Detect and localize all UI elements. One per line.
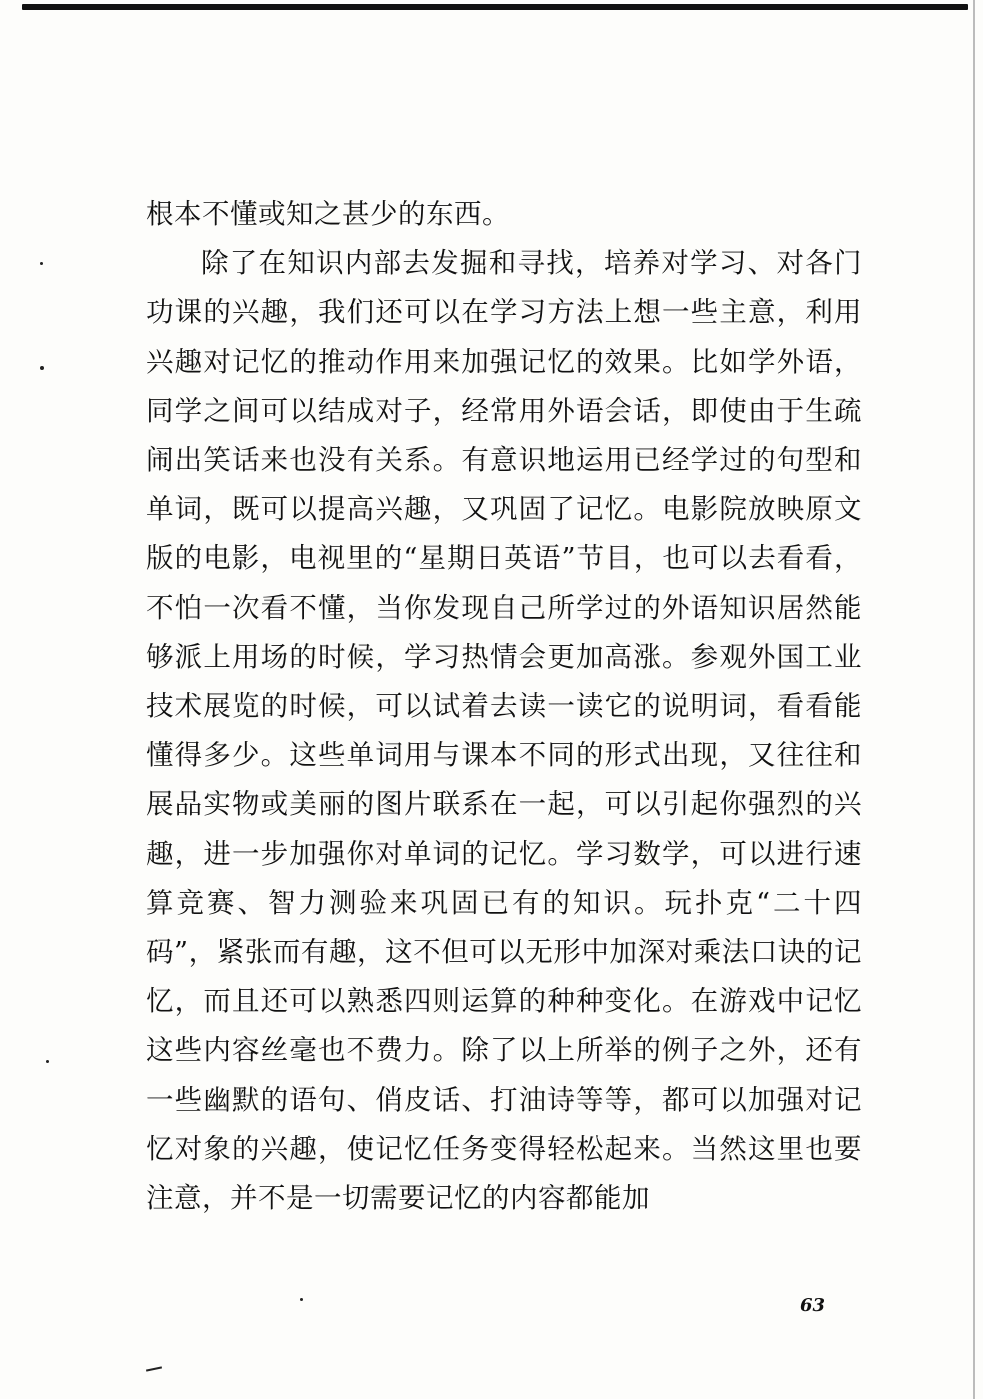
scan-speck <box>40 366 44 370</box>
scan-speck <box>46 1060 49 1063</box>
page-number: 63 <box>800 1295 826 1316</box>
body-text <box>146 190 862 1223</box>
paragraph-main: 除了在知识内部去发掘和寻找，培养对学习、对各门功课的兴趣，我们还可以在学习方法上想一些主意，利用兴趣对记忆的推动作用来加强记忆的效果。比如学外语，同学之间可以结成对子，经常用外语会话，即使由于生疏闹出笑话来也没有关系。有意识地运用已经学过的句型和单词，既可以提高兴趣，又巩固了记忆。电影院放映原文版的电影，电视里的“星期日英语”节目，也可以去看看，不怕一次看不懂，当你发现自己所学过的外语知识居然能够派上用场的时候，学习热情会更加高涨。参观外国工业技术展览的时候，可以试着去读一读它的说明词，看看能懂得多少。这些单词用与课本不同的形式出现，又往往和展品实物或美丽的图片联系在一起，可以引起你强烈的兴趣，进一步加强你对单词的记忆。学习数学，可以进行速算竞赛、智力测验来巩固已有的知识。玩扑克“二十四码”，紧张而有趣，这不但可以无形中加深对乘法口诀的记忆，而且还可以熟悉四则运算的种种变化。在游戏中记忆这些内容丝毫也不费力。除了以上所举的例子之外，还有一些幽默的语句、俏皮话、打油诗等等，都可以加强对记忆对象的兴趣，使记忆任务变得轻松起来。当然这里也要注意，并不是一切需要记忆的内容都能加 <box>146 247 862 1215</box>
paragraph-continuation: 根本不懂或知之甚少的东西。 <box>146 198 510 230</box>
scan-stroke-mark <box>146 1366 162 1371</box>
scan-speck <box>300 1298 303 1301</box>
top-border-rule <box>22 4 968 10</box>
scan-speck <box>40 262 43 265</box>
page-edge-shadow <box>973 0 975 1399</box>
